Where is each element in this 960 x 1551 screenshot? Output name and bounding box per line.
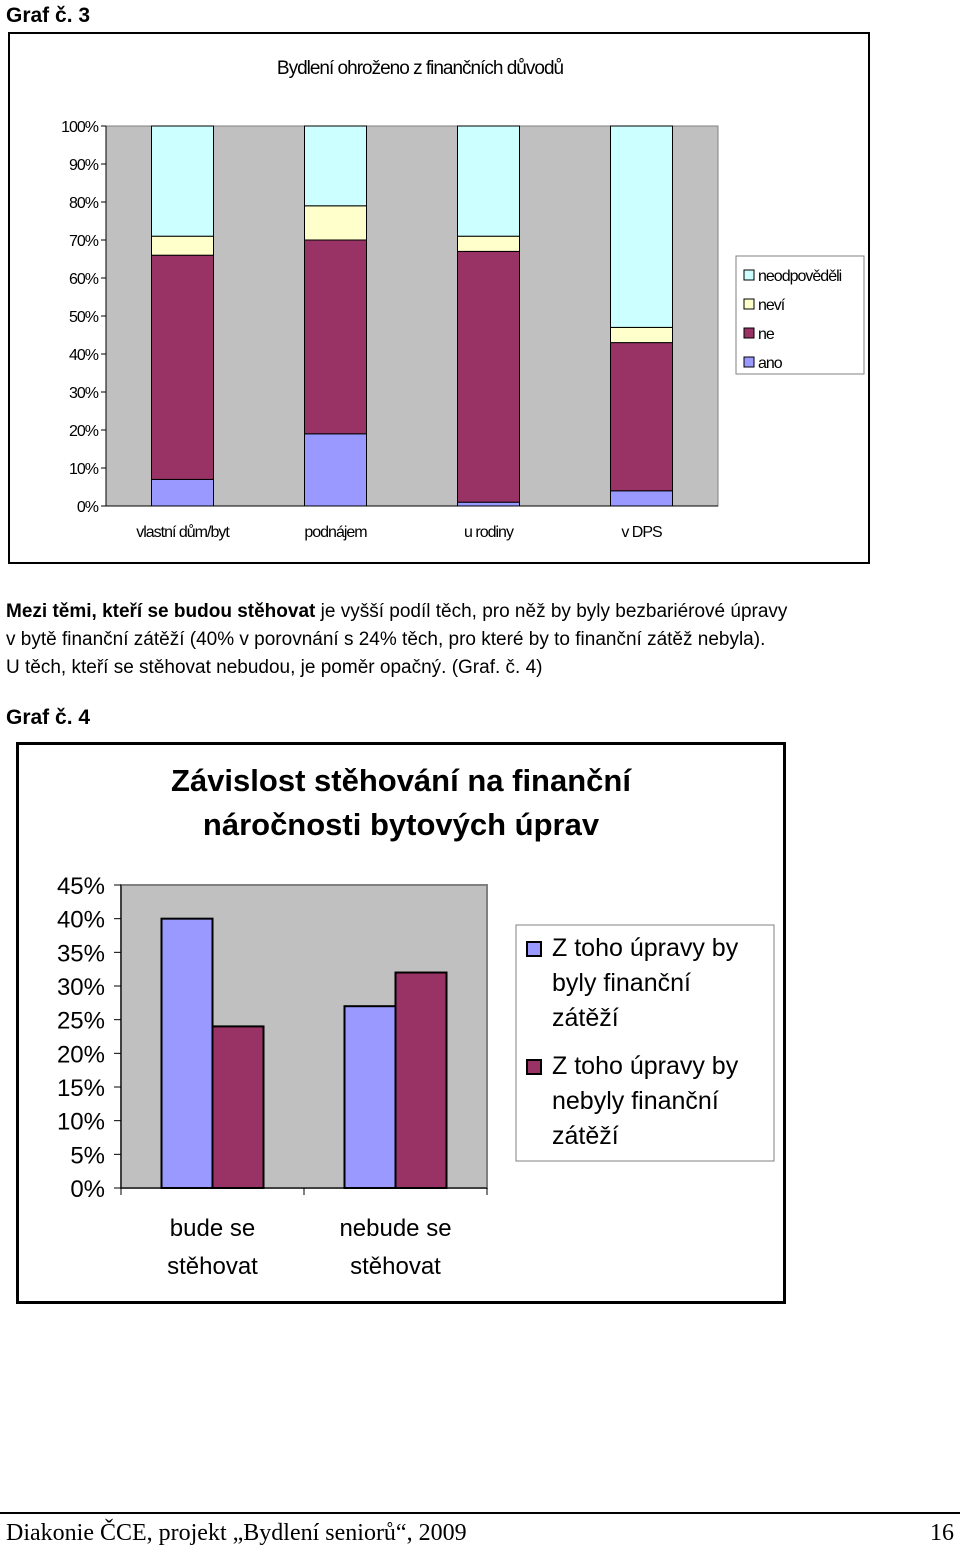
chart2-legend-label: nebyly finanční	[552, 1087, 719, 1115]
chart2-category-label: stěhovat	[350, 1253, 441, 1280]
chart1-bar-neví	[611, 327, 673, 342]
chart2-ytick-label: 15%	[56, 1075, 105, 1102]
chart1-category-label: vlastní dům/byt	[136, 524, 229, 541]
chart1-bar-neodpověděli	[152, 126, 214, 236]
chart2-bar-series-2	[396, 973, 447, 1188]
paragraph-bold-start: Mezi těmi, kteří se budou stěhovat	[6, 601, 316, 622]
chart2-legend-label: zátěží	[552, 1122, 619, 1150]
chart-zavislost-stehovani	[16, 742, 786, 1304]
chart1-bar-ano	[458, 502, 520, 506]
footer-divider	[0, 1512, 960, 1514]
chart1-legend-swatch	[744, 357, 754, 367]
page-number: 16	[930, 1520, 954, 1546]
chart1-bar-neodpověděli	[305, 126, 367, 206]
chart1-legend-label: neodpověděli	[758, 268, 842, 285]
chart1-ytick-label: 0%	[76, 499, 98, 516]
chart1-ytick-label: 70%	[68, 233, 98, 250]
chart1-category-label: v DPS	[621, 524, 662, 541]
chart2-svg	[19, 745, 783, 1301]
paragraph-line3: U těch, kteří se stěhovat nebudou, je poměr opačný. (Graf. č. 4)	[6, 657, 543, 678]
chart1-legend-swatch	[744, 328, 754, 338]
chart2-ytick-label: 45%	[56, 873, 105, 900]
chart2-ytick-label: 10%	[56, 1108, 105, 1136]
chart1-svg	[10, 34, 868, 562]
chart2-ytick-label: 0%	[70, 1176, 105, 1203]
chart1-bar-neví	[152, 236, 214, 255]
chart1-ytick-label: 80%	[68, 195, 98, 212]
graf3-caption: Graf č. 3	[6, 4, 91, 27]
chart2-legend-swatch	[527, 1060, 541, 1074]
chart1-bar-ano	[152, 479, 214, 506]
chart1-ytick-label: 40%	[68, 347, 98, 364]
chart2-ytick-label: 40%	[56, 906, 105, 934]
chart1-bar-ne	[152, 255, 214, 479]
chart1-ytick-label: 30%	[68, 385, 98, 402]
paragraph-line2: v bytě finanční zátěží (40% v porovnání s 24% těch, pro které by to finanční zátěž nebyla).	[6, 629, 766, 650]
chart1-legend-label: neví	[758, 297, 785, 314]
chart1-bar-neodpověděli	[611, 126, 673, 327]
chart1-bar-ne	[611, 343, 673, 491]
body-paragraph	[6, 598, 958, 682]
chart1-legend-label: ne	[758, 326, 774, 343]
chart1-ytick-label: 60%	[68, 271, 98, 288]
chart2-bar-series-1	[162, 919, 213, 1188]
chart2-category-label: stěhovat	[167, 1253, 258, 1280]
chart2-category-label: bude se	[169, 1215, 256, 1242]
chart1-bar-ne	[458, 251, 520, 502]
chart1-ytick-label: 20%	[68, 423, 98, 440]
chart1-title: Bydlení ohroženo z finančních důvodů	[276, 58, 564, 79]
footer-text: Diakonie ČCE, projekt „Bydlení seniorů“, 2009	[6, 1520, 467, 1546]
chart2-title-line: náročnosti bytových úprav	[202, 807, 600, 842]
chart1-legend-label: ano	[758, 355, 782, 372]
chart1-legend-swatch	[744, 299, 754, 309]
chart1-ytick-label: 10%	[68, 461, 98, 478]
chart1-bar-neví	[305, 206, 367, 240]
chart2-bar-series-2	[213, 1026, 264, 1188]
chart1-bar-neodpověděli	[458, 126, 520, 236]
chart2-ytick-label: 25%	[56, 1007, 105, 1035]
chart2-legend-swatch	[527, 942, 541, 956]
chart1-bar-ano	[611, 491, 673, 506]
chart2-legend-label: Z toho úpravy by	[552, 934, 739, 962]
chart2-ytick-label: 5%	[70, 1142, 105, 1170]
chart2-legend-label: Z toho úpravy by	[552, 1052, 739, 1080]
chart1-ytick-label: 50%	[68, 309, 98, 326]
chart2-category-label: nebude se	[339, 1215, 452, 1242]
chart1-ytick-label: 100%	[61, 119, 98, 136]
chart2-ytick-label: 30%	[56, 974, 105, 1001]
chart1-bar-ano	[305, 434, 367, 506]
chart2-ytick-label: 20%	[56, 1041, 105, 1069]
chart1-category-label: podnájem	[304, 524, 367, 541]
chart-bydleni-ohrozeno	[8, 32, 870, 564]
paragraph-line1: je vyšší podíl těch, pro něž by byly bezbariérové úpravy	[315, 601, 788, 622]
chart1-ytick-label: 90%	[68, 157, 98, 174]
chart2-legend-label: byly finanční	[552, 969, 691, 997]
chart2-bar-series-1	[345, 1006, 396, 1188]
chart1-bar-neví	[458, 236, 520, 251]
chart2-title-line: Závislost stěhování na finanční	[171, 763, 631, 798]
chart1-bar-ne	[305, 240, 367, 434]
chart2-ytick-label: 35%	[56, 940, 105, 968]
chart1-legend-swatch	[744, 270, 754, 280]
graf4-caption: Graf č. 4	[6, 706, 91, 729]
chart1-category-label: u rodiny	[464, 524, 513, 541]
chart2-legend-label: zátěží	[552, 1004, 619, 1032]
